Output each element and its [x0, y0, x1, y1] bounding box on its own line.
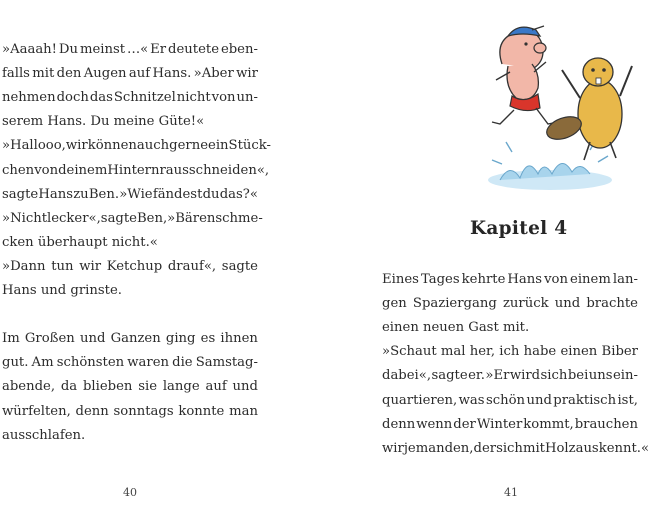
text-line: quartieren, was schön und praktisch ist, — [382, 392, 638, 408]
text-line — [2, 305, 258, 325]
text-line: »Aaaah! Du meinst …« Er deutete eben- — [2, 42, 258, 57]
page-number-left: 40 — [123, 486, 137, 499]
text-line: gen Spaziergang zurück und brachte — [382, 296, 638, 312]
text-line: »Nicht lecker«, sagte Ben, »Bären schme- — [2, 210, 263, 226]
text-line: »Dann tun wir Ketchup drauf«, sagte — [2, 258, 258, 274]
text-line: cken überhaupt nicht.« — [2, 234, 158, 250]
text-line: falls mit den Augen auf Hans. »Aber wir — [2, 66, 258, 82]
text-line: serem Hans. Du meine Güte!« — [2, 114, 205, 130]
text-line: Im Großen und Ganzen ging es ihnen — [2, 331, 258, 347]
text-line: würfelten, denn sonntags konnte man — [2, 403, 258, 419]
text-line: wir jemanden, der sich mit Holz auskennt.« — [382, 440, 650, 456]
text-line: ausschlafen. — [2, 427, 86, 443]
text-line: abende, da blieben sie lange auf und — [2, 379, 258, 395]
pig-character — [492, 26, 558, 124]
water-splash — [488, 140, 612, 190]
text-line: dabei«, sagte er. »Er wird sich bei uns ein- — [382, 368, 638, 384]
chapter-title: Kapitel 4 — [470, 218, 568, 239]
page-number-right: 41 — [504, 486, 518, 499]
text-line: gut. Am schönsten waren die Samstag- — [2, 355, 258, 371]
text-line: Hans und grinste. — [2, 283, 122, 298]
text-line: Eines Tages kehrte Hans von einem lan- — [382, 272, 638, 287]
text-line: nehmen doch das Schnitzel nicht von un- — [2, 90, 258, 106]
text-line: chen von deinem Hintern rausschneiden«, — [2, 162, 270, 178]
text-line: denn wenn der Winter kommt, brauchen — [382, 416, 638, 432]
text-line: sagte Hans zu Ben. »Wie fändest du das?« — [2, 186, 258, 202]
text-line: »Schaut mal her, ich habe einen Biber — [382, 344, 638, 360]
pig-and-beaver-illustration — [450, 2, 650, 202]
text-line: »Hallooo, wir können auch gerne ein Stück- — [2, 138, 271, 154]
beaver-character — [544, 58, 632, 160]
text-line: einen neuen Gast mit. — [382, 320, 530, 336]
